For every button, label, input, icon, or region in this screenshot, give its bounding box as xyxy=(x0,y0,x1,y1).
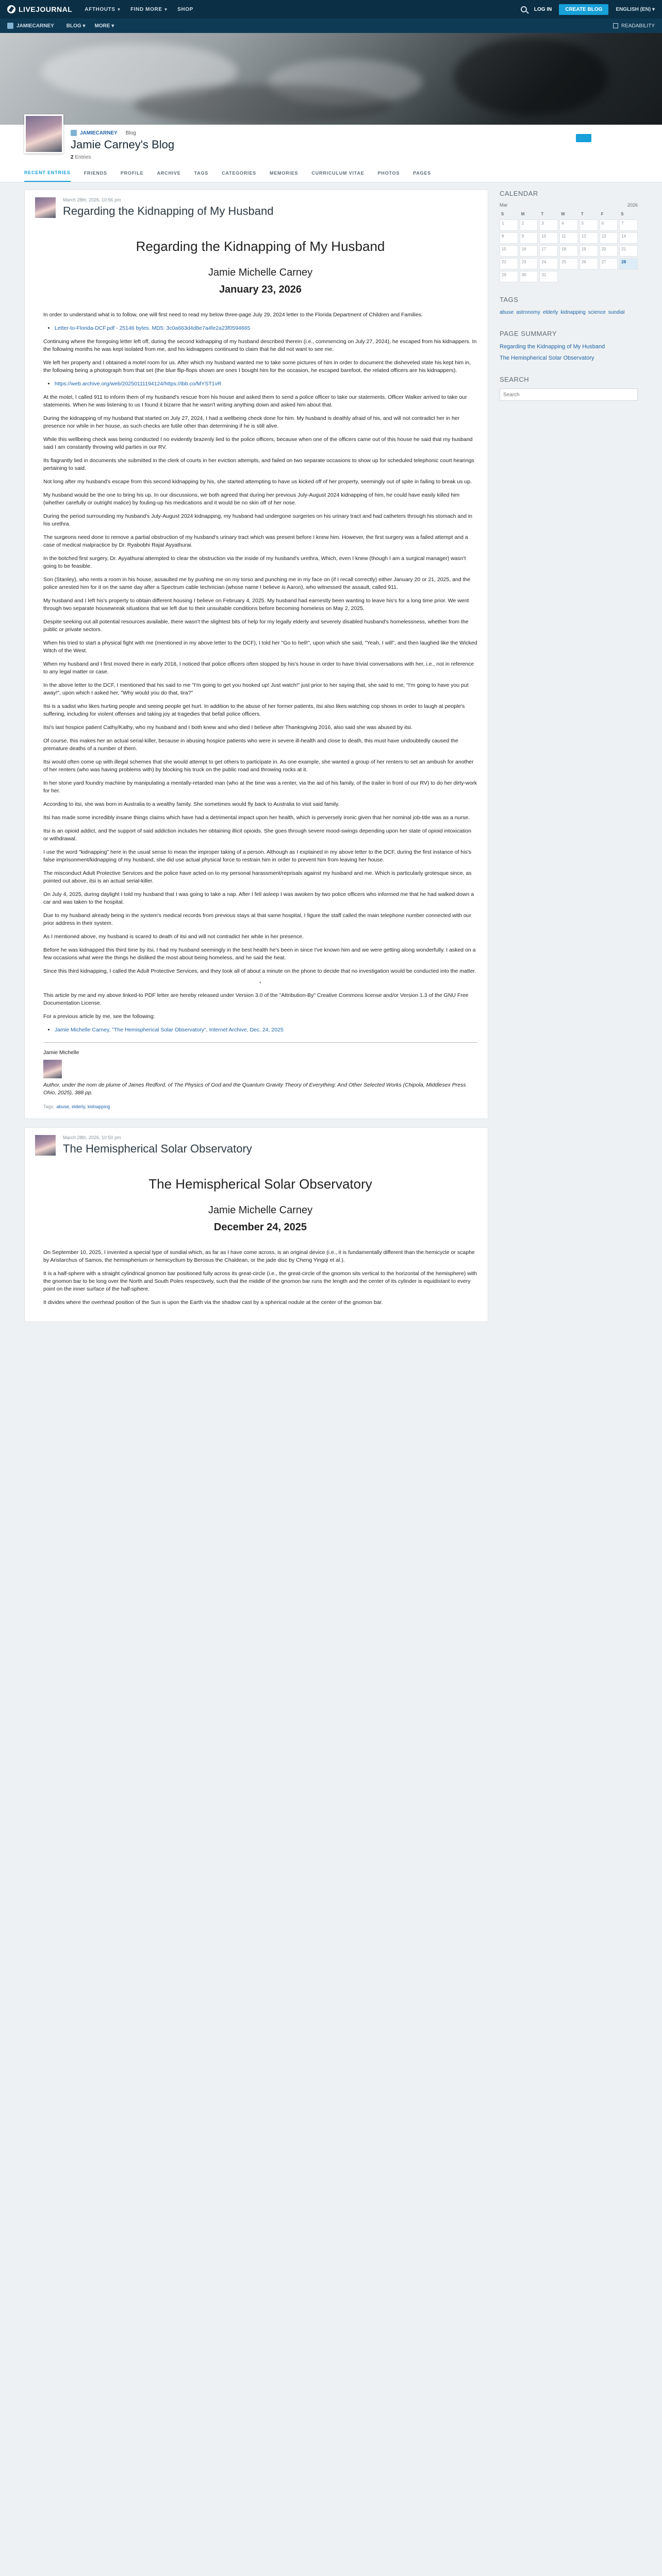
journal-tabs xyxy=(24,164,638,182)
calendar-day: 31 xyxy=(539,271,558,282)
page-summary-title: PAGE SUMMARY xyxy=(500,330,557,337)
link-list xyxy=(55,1026,477,1034)
entry-title[interactable]: Regarding the Kidnapping of My Husband xyxy=(63,205,274,217)
entry-title[interactable]: The Hemispherical Solar Observatory xyxy=(63,1142,252,1155)
pdf-link[interactable]: Letter-to-Florida-DCF.pdf - 25146 bytes. MD5: 3c0a663d4d8e7a4fe2a23f0594665 xyxy=(55,325,251,331)
calendar-day: 14 xyxy=(619,232,638,244)
nav-label: AFTHOUTS xyxy=(85,6,115,12)
paragraph: During the kidnapping of my husband that started on July 27, 2024, I had a wellbeing check done for him. My husband is deathly afraid of his, and will not contradict her in her presence nor while in her house, as such checks are futile other than determining if he is still alive. xyxy=(43,415,460,429)
calendar-weekday: T xyxy=(581,212,584,216)
profile-username[interactable]: JAMIECARNEY xyxy=(80,130,118,136)
paragraph: My husband and I left his's property to obtain different housing I believe on February 4, 2025. My husband had earnestly been wanting to leave his's for a long time prior. We went through two separate housewreak situations that we left due to their unsuitable conditions before becoming homeless on May 2, 2025. xyxy=(43,598,469,612)
paragraph: We left her property and I obtained a motel room for us. After which my husband wanted me to take some pictures of him in order to document the disheveled state his kept him in, the following being a photograph from that set (the blue flip-flops shown are ones I bought him for the occasion, he escaped barefoot, the related officers are his kidnappers). xyxy=(43,360,471,374)
nav-find-more[interactable] xyxy=(130,7,168,12)
calendar-widget xyxy=(500,190,638,282)
calendar-weekday: F xyxy=(601,212,604,216)
paragraph: Itsi is an opioid addict, and the support of said addiction includes her obtaining illicit opioids. She goes through severe mood-swings depending upon her state of opioid intoxication or withdrawal. xyxy=(43,828,472,842)
calendar-day: 27 xyxy=(600,258,618,269)
tab-curriculum-vitae[interactable]: CURRICULUM VITAE xyxy=(311,171,365,176)
article-date: January 23, 2026 xyxy=(219,284,302,295)
paragraph: The surgeons need done to remove a partial obstruction of my husband's urinary tract which was present before I knew him. However, the first surgery was a failed attempt and a case of medical malpractice by Dr. Ryabobhi Rajat Ayyathurai. xyxy=(43,534,468,548)
banner-cloud xyxy=(134,84,392,125)
calendar-day: 11 xyxy=(559,232,578,244)
paragraph: According to itsi, she was born in Australia to a wealthy family. She sometimes would fly back to Australia to visit said family. xyxy=(43,801,340,807)
paragraph: While this wellbeing check was being conducted I no evidently brazenly lied to the police officers, because when one of the officers came out of this house he said that my husband said I am constantly throwing wild parties in our RV. xyxy=(43,436,473,450)
livejournal-logo[interactable] xyxy=(7,5,72,13)
top-bar xyxy=(0,0,662,19)
tab-profile[interactable]: PROFILE xyxy=(120,171,144,176)
signature-text: Author, under the nom de plume of James Redford, of The Physics of God and the Quantum Gravity Theory of Everything: And Other Selected Works (Chipola, Middlesex Press Ohio, 2025), 388 pp. xyxy=(43,1082,466,1096)
paragraph: Itsi has made some incredibly insane things claims which have had a detrimental impact upon her health, which is perversely ironic given that her nominal job-title was as a nurse. xyxy=(43,815,470,821)
paragraph: Due to my husband already being in the system's medical records from previous stays at that same hospital, I figure the staff called the main telephone number connected with our prior address in their system. xyxy=(43,912,472,926)
search-icon[interactable] xyxy=(521,6,527,12)
signature-avatar xyxy=(43,1060,62,1078)
subscribe-button[interactable] xyxy=(576,134,591,142)
paragraph: During the period surrounding my husband's July-August 2024 kidnapping, my husband had undergone surgeries on his urinary tract and had catheters through his stomach and in his urethra. xyxy=(43,513,473,527)
readability-checkbox[interactable] xyxy=(613,23,618,28)
separator-asterisk: * xyxy=(259,981,261,987)
sidebar xyxy=(500,190,638,1330)
create-blog-button[interactable]: CREATE BLOG xyxy=(559,4,608,15)
tag-link[interactable]: kidnapping xyxy=(560,310,586,315)
chevron-down-icon: ▼ xyxy=(163,7,169,12)
calendar-day: 6 xyxy=(600,219,618,231)
license-paragraph: This article by me and my above linked-to PDF letter are hereby released under Version 3.0 of the "Attribution-By" Creative Commons license and/or Version 1.3 of the GNU Free Documentation License. xyxy=(43,992,469,1006)
tag-link[interactable]: elderly xyxy=(542,310,558,315)
calendar-day: 24 xyxy=(539,258,558,269)
user-icon xyxy=(7,23,13,29)
avatar[interactable] xyxy=(24,114,63,154)
tag-link[interactable]: sundial xyxy=(608,310,625,315)
paragraph: On September 10, 2025, I invented a special type of sundial which, as far as I have come across, is an original device (i.e., it is fundamentally different than the hemicycle or scaphe by Aristarchus of Samos, the hemispherium or hemicyclium by Berosus the Chaldean, or the jade disc by Cheng Yingqi et al.). xyxy=(43,1249,475,1263)
entry-tags xyxy=(43,1104,477,1109)
paragraph: Itsi is a sadist who likes hurting people and seeing people get hurt. In addition to the abuse of her former patients, itsi also likes watching cop shows in order to laugh at people's suffering, including for violent offenses and taking joy at tragedies that befall police officers. xyxy=(43,703,465,717)
paragraph: In order to understand what is to follow, one will first need to read my below three-page July 29, 2024 letter to the Florida Department of Children and Families. xyxy=(43,312,423,318)
entries-column xyxy=(24,190,488,1330)
header-banner-image xyxy=(0,33,662,125)
paragraph: Itsi's last hospice patient Cathy/Kathy, who my husband and I both knew and who died I believe after Thanksgiving 2016, also said she was abused by itsi. xyxy=(43,724,413,731)
nav-label: FIND MORE xyxy=(130,6,162,12)
paragraph: I use the word "kidnapping" here in the usual sense to mean the improper taking of a person. Although as I explained in my above letter to the DCF, during the first instance of his's false imprisonment/kidnapping of my husband, she did use actual physical force to restrain him in order to prevent him from leaving her house. xyxy=(43,849,472,863)
article-heading: Regarding the Kidnapping of My Husband xyxy=(136,239,385,254)
calendar-day: 19 xyxy=(580,245,598,257)
signature-name: Jamie Michelle xyxy=(43,1049,79,1056)
pen-icon xyxy=(7,5,15,13)
tag-link[interactable]: astronomy xyxy=(516,310,540,315)
calendar-day: 10 xyxy=(539,232,558,244)
calendar-day[interactable]: 28 xyxy=(619,258,638,269)
entry-avatar[interactable] xyxy=(35,1135,56,1156)
calendar-title: CALENDAR xyxy=(500,190,538,197)
nav-label: MORE xyxy=(94,23,110,29)
top-nav xyxy=(85,7,193,12)
calendar-day: 8 xyxy=(500,232,518,244)
login-button[interactable]: LOG IN xyxy=(534,6,552,12)
calendar-day: 20 xyxy=(600,245,618,257)
entry-date[interactable]: March 28th, 2026, 10:50 pm xyxy=(63,1135,121,1140)
calendar-weekday: W xyxy=(561,212,565,216)
paragraph: When my husband and I first moved there in early 2018, I noticed that police officers often stopped by his's house in order to have trivial conversations with her, i.e., not in reference to any legal matter or case. xyxy=(43,661,474,675)
previous-article-link[interactable]: Jamie Michelle Carney, "The Hemispherical Solar Observatory", Internet Archive, Dec. 24, 2025 xyxy=(55,1027,284,1033)
article-heading: The Hemispherical Solar Observatory xyxy=(148,1176,372,1192)
paragraph: Since this third kidnapping, I called the Adult Protective Services, and they took all of about a minute on the phone to decide that no investigation would be conducted into the matter. xyxy=(43,968,476,974)
paragraph: Its flagrantly lied in documents she submitted in the clerk of courts in her eviction attempts, and failed on two separate occasions to show up for scheduled telephonic court hearings pertaining to said. xyxy=(43,457,474,471)
nav-shop[interactable]: SHOP xyxy=(177,6,193,12)
journal-username: JAMIECARNEY xyxy=(16,23,54,29)
article-author: Jamie Michelle Carney xyxy=(208,267,313,278)
entries-number: 2 xyxy=(71,155,74,160)
archive-link[interactable]: https://web.archive.org/web/20250111194124/https://ibb.co/MYST1vR xyxy=(55,381,222,387)
calendar-day: 25 xyxy=(559,258,578,269)
profile-header xyxy=(0,125,662,182)
paragraph: As I mentioned above, my husband is scared to death of itsi and will not contradict her while in her presence. xyxy=(43,934,304,940)
calendar-weekday: M xyxy=(521,212,525,216)
journal-nav-blog[interactable]: BLOG ▾ xyxy=(66,23,86,29)
calendar-day: 15 xyxy=(500,245,518,257)
entries-label: Entries xyxy=(75,155,91,160)
page-summary-widget xyxy=(500,330,638,362)
article-author: Jamie Michelle Carney xyxy=(208,1205,313,1216)
language-label: ENGLISH (EN) xyxy=(616,6,651,12)
entries-count xyxy=(71,155,174,160)
paragraph: The misconduct Adult Protective Services and the police have acted on to my personal harassment/reprisals against my husband and me. Which is particularly grotesque since, as pointed out above, itsi is an actual serial-killer. xyxy=(43,870,472,884)
paragraph: In her stone yard foundry machine by manipulating a mentally-retarded man (who at the time was a renter, via the aid of his family, of the trailer in front of our RV) to do her dirty-work for her. xyxy=(43,780,477,794)
page-summary-link[interactable]: Regarding the Kidnapping of My Husband xyxy=(500,344,605,350)
calendar-day: 29 xyxy=(500,271,518,282)
calendar-year[interactable]: 2026 xyxy=(627,202,638,208)
calendar-grid xyxy=(500,211,638,282)
page-summary-link[interactable]: The Hemispherical Solar Observatory xyxy=(500,355,594,361)
calendar-day: 17 xyxy=(539,245,558,257)
tags-widget xyxy=(500,296,638,316)
paragraph: Itsi would often come up with illegal schemes that she would attempt to get others to participate in. As one example, she wanted a group of her renters to set an ambush for another of her renters (who was having problems with) by blocking his truck on the public road and throwing rocks at it. xyxy=(43,759,474,773)
paragraph: In the above letter to the DCF, I mentioned that his said to me "I'm going to get you hooked up! Just watch!" just prior to her saying that, she said to me, "I'm going to have you put away!", upon which I asked her, "Why would you do that, tira?" xyxy=(43,682,469,696)
chevron-down-icon: ▼ xyxy=(117,7,122,12)
tags-label: Tags: xyxy=(43,1104,55,1109)
tag-link[interactable]: abuse xyxy=(500,310,514,315)
tab-friends[interactable]: FRIENDS xyxy=(84,171,107,176)
article-date: December 24, 2025 xyxy=(213,1222,307,1233)
banner-cloud xyxy=(454,38,608,115)
entry xyxy=(24,1127,488,1322)
user-icon xyxy=(71,130,77,136)
paragraph: At the motel, I called 911 to inform them of my husband's rescue from his house and asked them to send a police officer to take our statements. Officer Walker arrived to take our statements. When he was listening to us I found it bizarre that he wasn't writing anything down and asked him about that. xyxy=(43,394,467,408)
paragraph: It is a half-sphere with a straight cylindrical gnomon bar positioned fully across its great-circle (i.e., the great-circle of the gnomon sits vertical to the horizontal of the hemisphere) with the gnomon bar to be long over the North and South Poles respectively, such that the middle of the gnomon bar runs the length and the center of its cylinder is equidistant to every point on the inner surface of the half-sphere. xyxy=(43,1270,477,1292)
journal-bar xyxy=(0,19,662,33)
paragraph: For a previous article by me, see the following: xyxy=(43,1013,155,1020)
divider xyxy=(43,1042,477,1043)
link-list xyxy=(55,325,477,332)
calendar-weekday: S xyxy=(501,212,504,216)
page-title: Jamie Carney's Blog xyxy=(71,138,175,151)
paragraph: Not long after my husband's escape from this second kidnapping by his, she started attempting to have us kicked off of her property, seemingly out of spite in failing to break us up. xyxy=(43,479,472,485)
journal-user[interactable] xyxy=(7,23,54,29)
paragraph: Despite seeking out all potential resources available, there wasn't the slightest bits of help for my legally elderly and severely disabled husband's homelessness, whether from the public or private sectors. xyxy=(43,619,469,633)
calendar-day: 12 xyxy=(580,232,598,244)
tag-cloud xyxy=(500,309,638,316)
paragraph: When his tried to start a physical fight with me (mentioned in my above letter to the DCF), I told her "Go to hell!", upon which she said, "Yeah, I will", and then laughed like the Wicked Witch of the West. xyxy=(43,640,477,654)
readability-label: READABILITY xyxy=(621,23,655,29)
list-item xyxy=(55,380,477,388)
calendar-weekday: S xyxy=(621,212,624,216)
calendar-day: 3 xyxy=(539,219,558,231)
search-title: SEARCH xyxy=(500,376,529,383)
calendar-day: 16 xyxy=(520,245,538,257)
calendar-day: 22 xyxy=(500,258,518,269)
tab-categories[interactable]: CATEGORIES xyxy=(222,171,256,176)
paragraph: My husband would be the one to bring his up. In our discussions, we both agreed that during her previous July-August 2024 kidnapping of him, he could have easily killed him (whether carefully or outright malice) by fouling-up his medications and it would be no skin off of her nose. xyxy=(43,492,460,506)
paragraph: In the botched first surgery, Dr. Ayyathurai attempted to clear the obstruction via the inside of my husband's urethra, Which, even I knew (though I am a surgical manager) wasn't going to be feasible. xyxy=(43,555,466,569)
blog-tag: Blog xyxy=(125,130,136,136)
calendar-day: 2 xyxy=(520,219,538,231)
paragraph: Of course, this makes her an actual serial-killer, because in abusing hospice patients who were in severe ill-health and close to death, this must have undoubtedly caused the premature deaths of a number of them. xyxy=(43,738,458,752)
paragraph: On July 4, 2025, during daylight I told my husband that I was going to take a nap. After I fell asleep I was awoken by two police officers who informed me that he had walked down a car and was taken to the hospital. xyxy=(43,891,474,905)
tag-link[interactable]: science xyxy=(588,310,606,315)
nav-label: BLOG xyxy=(66,23,81,29)
calendar-day: 21 xyxy=(619,245,638,257)
search-input[interactable] xyxy=(500,388,638,401)
calendar-day: 4 xyxy=(559,219,578,231)
entry-avatar[interactable] xyxy=(35,197,56,218)
link-list xyxy=(55,380,477,388)
tab-tags[interactable]: TAGS xyxy=(194,171,209,176)
list-item xyxy=(55,325,477,332)
paragraph: Son (Stanley), who rents a room in his house, assaulted me by pushing me on my torso and punching me in my face on (if I recall correctly) either January 20 or 21, 2025, and the police arrested him for it on the same day after a Spectrum cable technician (whose name I believe is Aaron), who witnessed the assault, called 911. xyxy=(43,577,471,590)
entry-date[interactable]: March 28th, 2026, 10:56 pm xyxy=(63,197,121,202)
language-selector[interactable]: ENGLISH (EN) ▾ xyxy=(616,6,655,12)
tag-links[interactable]: abuse, elderly, kidnapping xyxy=(56,1104,110,1109)
calendar-prev-month[interactable]: Mar xyxy=(500,202,508,208)
tab-photos[interactable]: PHOTOS xyxy=(377,171,400,176)
tab-archive[interactable]: ARCHIVE xyxy=(157,171,181,176)
readability-toggle[interactable] xyxy=(613,23,655,29)
logo-text: LIVEJOURNAL xyxy=(19,5,73,13)
paragraph: Before he was kidnapped this third time by itsi, I had my husband seemingly in the best health he's been in since I've known him and we were getting along wonderfully. I asked on a few occasions what were the things he disliked the most about being homeless, and he said the heat. xyxy=(43,947,476,961)
journal-nav-more[interactable]: MORE ▾ xyxy=(94,23,114,29)
tags-title: TAGS xyxy=(500,296,519,303)
paragraph: Continuing where the foregoing letter left off, during the second kidnapping of my husband described therein (i.e., commencing on July 27, 2024), he escaped from his kidnappers. In the following months he was kept isolated from me, and his kidnappers continued to claim that he did not want to see me. xyxy=(43,338,477,352)
calendar-day: 13 xyxy=(600,232,618,244)
entry xyxy=(24,190,488,1119)
calendar-day: 26 xyxy=(580,258,598,269)
nav-afthouts[interactable] xyxy=(85,7,121,12)
calendar-weekday: T xyxy=(541,212,544,216)
calendar-day: 9 xyxy=(520,232,538,244)
paragraph: It divides where the overhead position of the Sun is upon the Earth via the shadow cast by a spherical nodule at the center of the gnomon bar. xyxy=(43,1299,383,1306)
calendar-day: 30 xyxy=(520,271,538,282)
tab-memories[interactable]: MEMORIES xyxy=(269,171,299,176)
list-item xyxy=(55,1026,477,1034)
calendar-day: 5 xyxy=(580,219,598,231)
tab-recent-entries[interactable]: RECENT ENTRIES xyxy=(24,164,71,182)
tab-pages[interactable]: PAGES xyxy=(413,171,431,176)
calendar-day: 1 xyxy=(500,219,518,231)
calendar-day: 7 xyxy=(619,219,638,231)
search-widget xyxy=(500,376,638,401)
calendar-day: 23 xyxy=(520,258,538,269)
calendar-day: 18 xyxy=(559,245,578,257)
